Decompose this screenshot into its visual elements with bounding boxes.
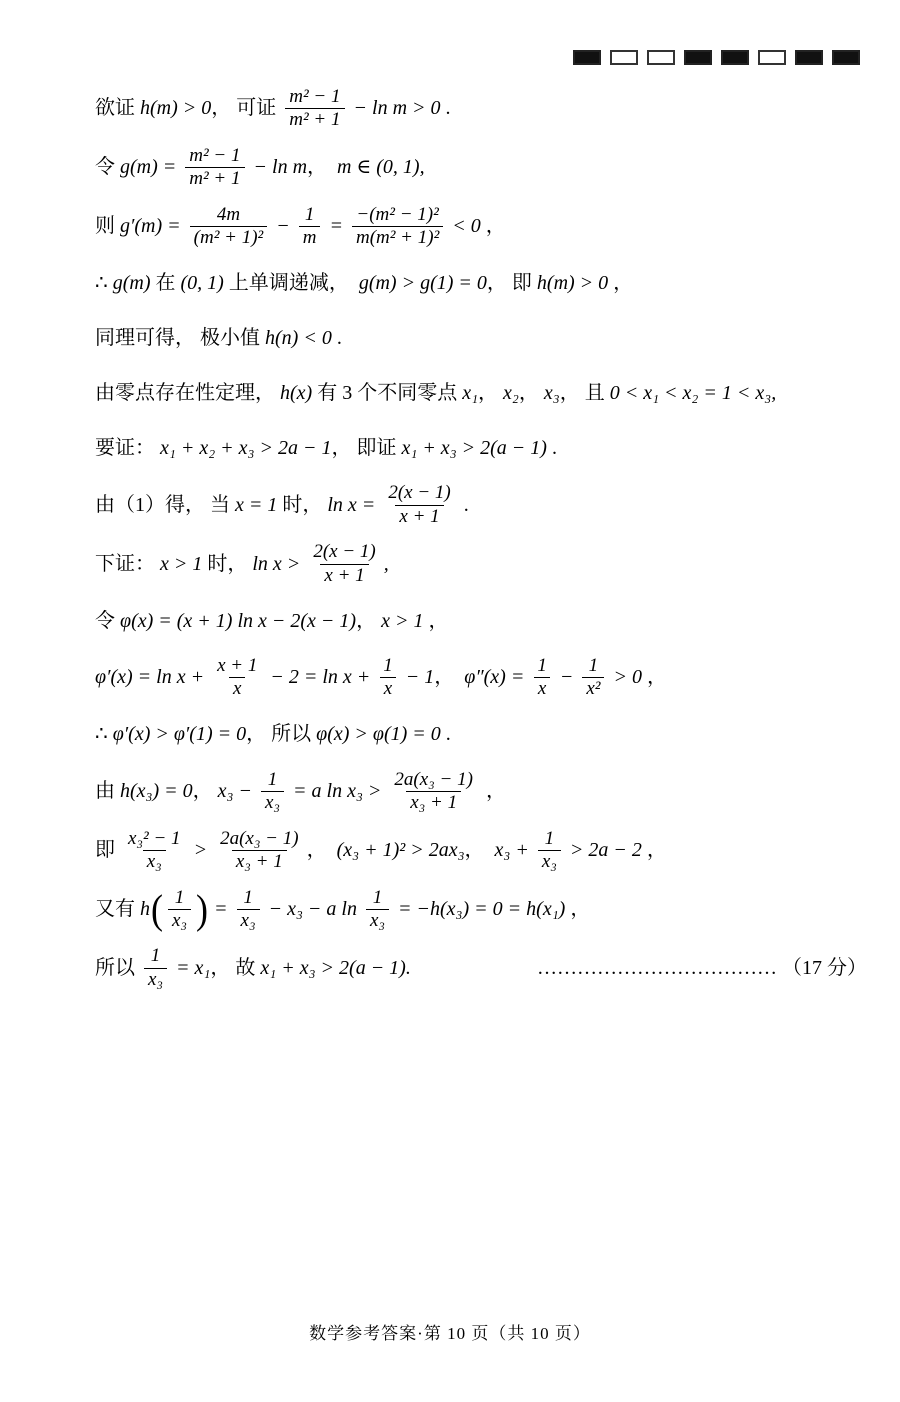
- math-run: h: [140, 897, 150, 920]
- text-run: ，: [641, 666, 667, 689]
- math-run: − ln m: [248, 156, 308, 179]
- text-run: 有 3 个不同零点: [312, 381, 463, 404]
- fraction: [237, 887, 260, 933]
- text-run: 时，: [202, 552, 253, 575]
- numerator: 2a(x₃ − 1): [220, 827, 299, 849]
- denominator: x: [229, 677, 245, 700]
- text-run: .: [331, 326, 342, 349]
- math-run: x₂: [503, 381, 519, 404]
- numerator: 1: [304, 203, 315, 225]
- fraction: [124, 828, 185, 874]
- registration-mark-outline: [647, 50, 675, 65]
- text-run: ，: [423, 609, 449, 632]
- formula-line: [95, 712, 867, 758]
- math-run: φ(x) = (x + 1) ln x − 2(x − 1): [120, 609, 357, 632]
- math-run: − ln m > 0: [348, 97, 441, 120]
- registration-marks: [573, 50, 860, 65]
- math-run: m ∈ (0, 1),: [337, 156, 425, 179]
- text-run: 由零点存在性定理，: [95, 381, 280, 404]
- fraction: [185, 145, 244, 191]
- formula-line: [95, 885, 867, 935]
- math-run: =: [209, 897, 233, 920]
- formula-line: [95, 480, 867, 530]
- math-run: − 2 = ln x +: [265, 666, 376, 689]
- text-run: ，: [434, 666, 465, 689]
- fraction: [261, 769, 284, 815]
- denominator: m² + 1: [285, 108, 344, 131]
- formula-line: [95, 826, 867, 876]
- fraction: [352, 204, 443, 250]
- fraction: [216, 828, 303, 874]
- math-run: = a ln x₃ >: [288, 780, 387, 803]
- numerator: 1: [267, 768, 278, 790]
- fraction: [309, 541, 379, 587]
- fraction: [168, 887, 191, 933]
- denominator: x₃: [144, 968, 167, 991]
- page-footer: 数学参考答案·第 10 页（共 10 页）: [309, 1324, 591, 1343]
- numerator: 4m: [216, 203, 241, 225]
- text-run: 由（1）得， 当: [95, 493, 235, 516]
- text-run: 时，: [277, 493, 328, 516]
- numerator: −(m² − 1)²: [356, 203, 439, 225]
- numerator: 1: [588, 655, 599, 677]
- math-run: x₃: [543, 381, 560, 404]
- registration-mark-outline: [610, 50, 638, 65]
- text-run: 又有: [95, 897, 140, 920]
- math-run: >: [188, 839, 213, 862]
- denominator: x₃ + 1: [406, 791, 461, 814]
- formula-line: [95, 653, 867, 703]
- math-run: φ′(x) = ln x +: [95, 666, 210, 689]
- text-run: .: [440, 97, 451, 120]
- numerator: 1: [372, 886, 383, 908]
- big-paren: ): [196, 886, 209, 933]
- math-run: −: [554, 666, 579, 689]
- text-run: 下证：: [95, 552, 160, 575]
- text-run: ，: [464, 839, 495, 862]
- big-paren: (: [151, 886, 163, 933]
- registration-mark-filled: [573, 50, 601, 65]
- math-run: x₃ −: [217, 780, 257, 803]
- math-run: φ(x) > φ(1) = 0: [316, 723, 441, 746]
- formula-line: [95, 943, 867, 993]
- denominator: x + 1: [320, 564, 368, 587]
- math-run: ln x >: [252, 552, 306, 575]
- math-run: h(x₃) = 0: [120, 780, 193, 803]
- numerator: 1: [537, 655, 547, 677]
- fraction: [384, 482, 454, 528]
- text-run: 欲证: [95, 97, 140, 120]
- fraction: [533, 655, 551, 701]
- math-run: > 0: [608, 666, 642, 689]
- text-run: 在: [150, 271, 181, 294]
- formula-line: [95, 767, 867, 817]
- text-run: .: [458, 493, 469, 516]
- registration-mark-filled: [684, 50, 712, 65]
- math-run: < 0: [447, 215, 481, 238]
- denominator: x₃: [237, 909, 260, 932]
- math-run: x = 1: [235, 493, 278, 516]
- text-run: ， 可证: [211, 97, 282, 120]
- text-run: ， 且: [559, 381, 610, 404]
- denominator: x₃ + 1: [232, 850, 287, 873]
- numerator: 1: [544, 827, 555, 849]
- text-run: ……………………………… （17 分）: [537, 956, 867, 979]
- math-run: − 1: [400, 666, 435, 689]
- math-run: x₁ + x₃ > 2(a − 1): [401, 436, 547, 459]
- math-run: h(m) > 0: [536, 271, 609, 294]
- numerator: 2a(x₃ − 1): [394, 768, 473, 790]
- math-run: x > 1: [381, 609, 424, 632]
- content-lines: [95, 84, 867, 1002]
- math-run: = x₁: [171, 956, 211, 979]
- text-run: ，: [478, 381, 504, 404]
- formula-line: [95, 425, 867, 471]
- fraction: [379, 655, 397, 701]
- fraction: [285, 86, 344, 132]
- fraction: [213, 655, 261, 701]
- formula-line: [95, 143, 867, 193]
- math-run: g(m) > g(1) = 0: [358, 271, 487, 294]
- numerator: x + 1: [217, 655, 258, 677]
- text-run: ，: [356, 609, 382, 632]
- fraction: [538, 828, 561, 874]
- denominator: x₃: [143, 850, 166, 873]
- text-run: ，: [306, 839, 337, 862]
- registration-mark-outline: [758, 50, 786, 65]
- fraction: [390, 769, 477, 815]
- text-run: ， 即: [486, 271, 537, 294]
- text-run: 则: [95, 215, 120, 238]
- math-run: φ′(x) > φ′(1) = 0: [112, 723, 247, 746]
- math-run: h(m) > 0: [140, 97, 212, 120]
- text-run: ，: [192, 780, 218, 803]
- text-run: ∴: [95, 271, 113, 294]
- math-run: φ″(x) =: [464, 666, 530, 689]
- math-run: −: [271, 215, 295, 238]
- text-run: ， 故: [210, 956, 261, 979]
- denominator: x²: [582, 677, 604, 700]
- text-run: ，: [608, 271, 634, 294]
- denominator: x: [534, 677, 550, 700]
- math-run: g(m): [112, 271, 151, 294]
- numerator: 1: [150, 945, 161, 967]
- text-run: 令: [95, 609, 120, 632]
- text-run: 由: [95, 780, 120, 803]
- fraction: [190, 204, 268, 250]
- formula-line: [95, 539, 867, 589]
- denominator: x₃: [366, 909, 389, 932]
- text-run: .: [546, 436, 557, 459]
- math-run: ln x =: [327, 493, 381, 516]
- text-run: ，: [565, 897, 591, 920]
- math-run: x > 1: [160, 552, 203, 575]
- text-run: ∴: [95, 723, 113, 746]
- numerator: 1: [174, 886, 185, 908]
- numerator: m² − 1: [189, 144, 241, 166]
- text-run: ，: [641, 839, 667, 862]
- math-run: x₁ + x₃ > 2(a − 1).: [260, 956, 411, 979]
- text-run: 同理可得， 极小值: [95, 326, 265, 349]
- registration-mark-filled: [721, 50, 749, 65]
- math-run: (x₃ + 1)² > 2ax₃: [336, 839, 465, 862]
- numerator: 1: [243, 886, 253, 908]
- math-run: ,: [383, 552, 389, 575]
- math-run: x₁ + x₂ + x₃ > 2a − 1: [160, 436, 332, 459]
- text-run: ， 所以: [246, 723, 317, 746]
- text-run: 令: [95, 156, 120, 179]
- formula-line: [95, 370, 867, 416]
- math-run: = −h(x₃) = 0 = h(x₁): [393, 897, 566, 920]
- denominator: m: [299, 226, 321, 249]
- math-run: > 2a − 2: [564, 839, 642, 862]
- fraction: [144, 945, 167, 991]
- math-run: =: [324, 215, 348, 238]
- math-run: 0 < x₁ < x₂ = 1 < x₃,: [609, 381, 777, 404]
- denominator: m(m² + 1)²: [352, 226, 443, 249]
- formula-line: [95, 260, 867, 306]
- fraction: [582, 655, 604, 701]
- numerator: m² − 1: [289, 86, 341, 107]
- denominator: x: [380, 677, 396, 700]
- fraction: [366, 887, 389, 933]
- math-run: x₁: [462, 381, 479, 404]
- formula-line: [95, 202, 867, 252]
- fraction: [299, 204, 321, 250]
- text-run: 所以: [95, 956, 140, 979]
- text-run: 要证：: [95, 436, 160, 459]
- math-run: g(m) =: [120, 156, 182, 179]
- math-run: g′(m) =: [120, 215, 186, 238]
- text-run: ，: [480, 780, 506, 803]
- numerator: 1: [383, 655, 393, 677]
- denominator: x + 1: [395, 505, 443, 528]
- denominator: (m² + 1)²: [190, 226, 268, 249]
- formula-line: [95, 84, 867, 134]
- denominator: x₃: [538, 850, 561, 873]
- denominator: m² + 1: [185, 167, 244, 190]
- formula-line: [95, 598, 867, 644]
- text-run: ，: [307, 156, 338, 179]
- formula-line: [95, 315, 867, 361]
- denominator: x₃: [261, 791, 284, 814]
- math-run: h(x): [280, 381, 313, 404]
- text-run: ， 即证: [331, 436, 402, 459]
- math-run: x₃ +: [494, 839, 534, 862]
- text-run: ，: [518, 381, 544, 404]
- registration-mark-filled: [795, 50, 823, 65]
- math-run: (0, 1): [180, 271, 224, 294]
- denominator: x₃: [168, 909, 191, 932]
- numerator: 2(x − 1): [313, 541, 376, 563]
- text-run: ，: [480, 215, 506, 238]
- math-run: − x₃ − a ln: [263, 897, 362, 920]
- registration-mark-filled: [832, 50, 860, 65]
- math-run: h(n) < 0: [265, 326, 332, 349]
- numerator: x₃² − 1: [128, 827, 181, 849]
- text-run: 即: [95, 839, 120, 862]
- numerator: 2(x − 1): [388, 482, 451, 504]
- text-run: .: [440, 723, 451, 746]
- text-run: 上单调递减，: [223, 271, 359, 294]
